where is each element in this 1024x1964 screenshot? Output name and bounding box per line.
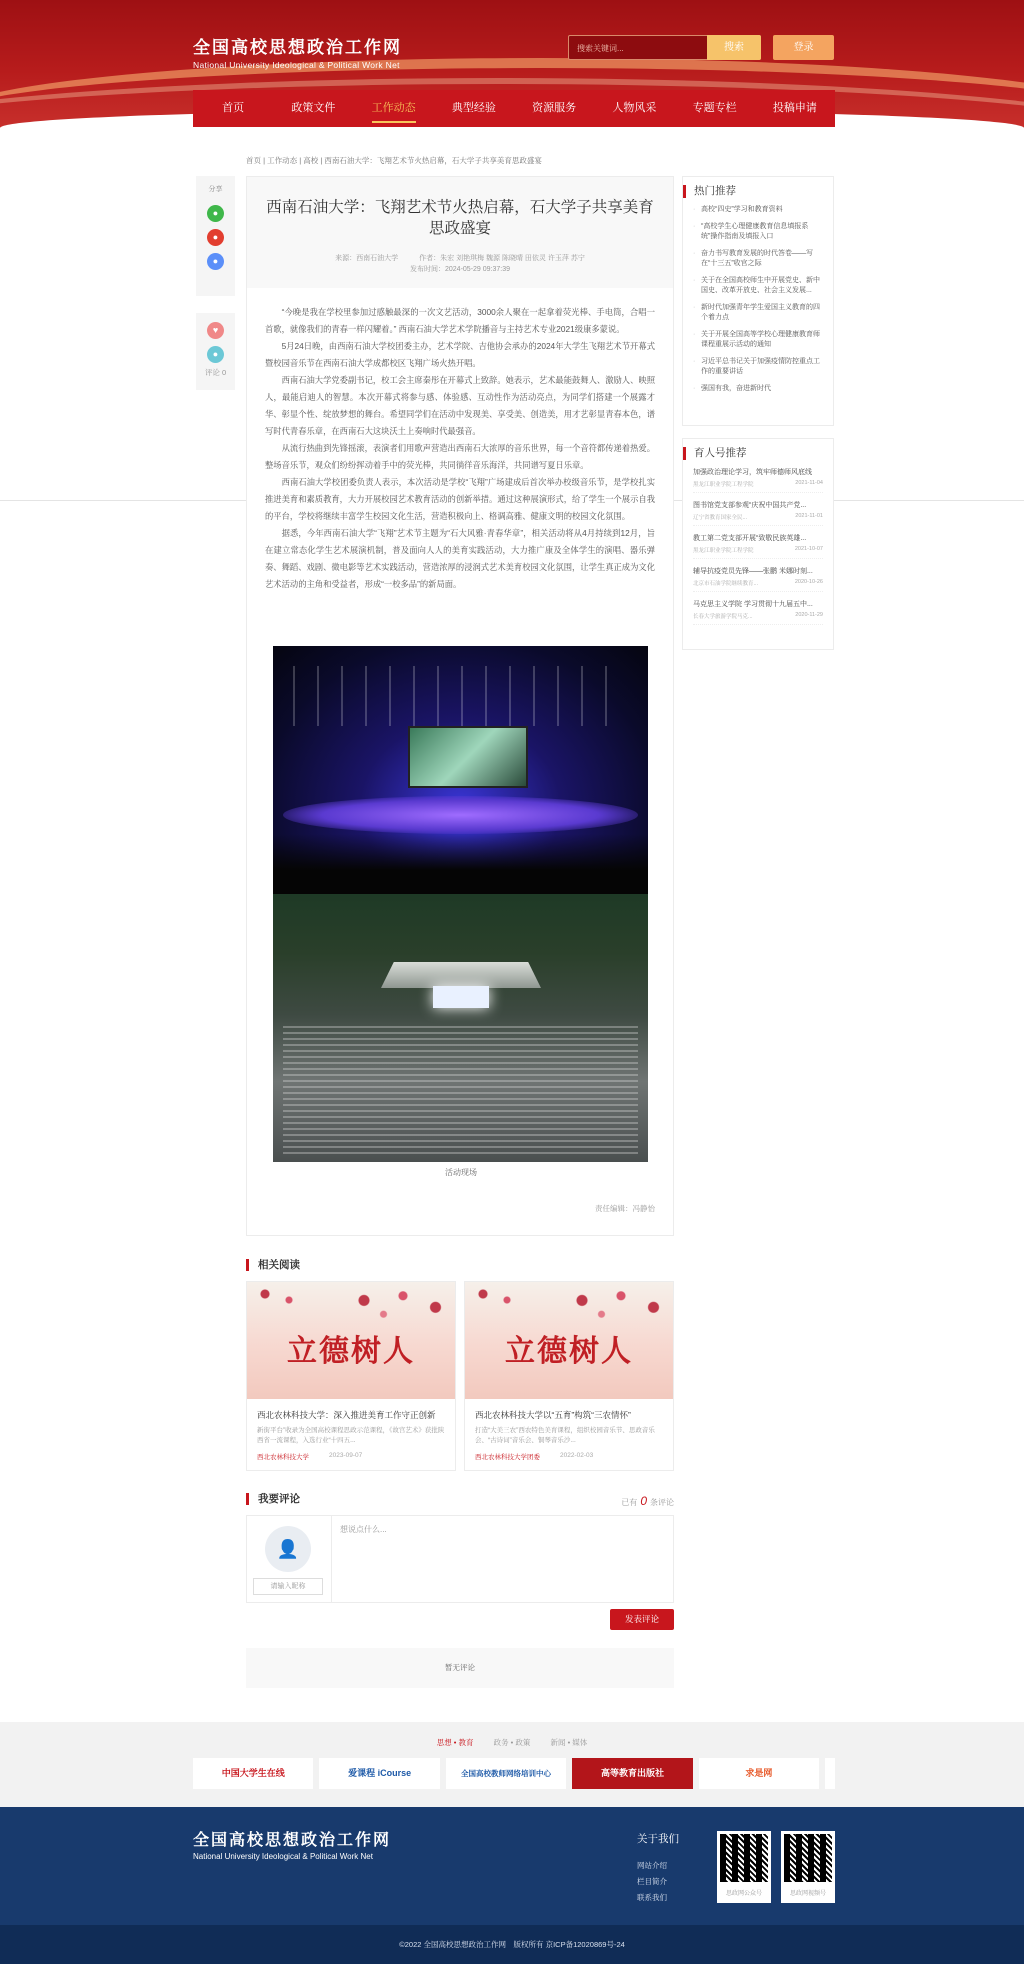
comment-icon[interactable]: ●: [207, 346, 224, 363]
article-photo: [273, 646, 648, 1162]
related-card-calligraphy: 立德树人: [287, 1334, 415, 1369]
recommend-item-date: 2020-11-29: [795, 612, 823, 618]
nav-item-resources[interactable]: 资源服务: [532, 102, 577, 114]
comment-count-suffix: 条评论: [650, 1498, 674, 1507]
footer-link-contact[interactable]: 联系我们: [637, 1893, 667, 1902]
article-paragraph: 据悉，今年西南石油大学“飞翔”艺术节主题为“石大风雅·青春华章”，相关活动将从4月持续到12月，旨在建立常态化学生艺术展演机制，普及面向人人的美育实践活动，大力推广康及全体学生的演唱、器乐弹奏、舞蹈、戏剧、微电影等艺术实践活动，营造浓厚的浸润式艺术美育校园文化氛围，让学生真正成为文化艺术活动的主角和受益者，形成“一校多品”的新局面。: [265, 528, 655, 589]
recommend-item-source: 长春大学旅游学院马克...: [693, 614, 753, 620]
stage-lights: [293, 666, 628, 726]
related-card-image: [247, 1282, 455, 1399]
lit-stage: [433, 986, 489, 1008]
site-logo-cn: 全国高校思想政治工作网: [193, 38, 402, 58]
about-us: [637, 1831, 679, 1906]
comment-section-title: 我要评论: [246, 1493, 300, 1505]
plum-blossom-decoration: [543, 1282, 673, 1328]
link-tab-government[interactable]: 政务 • 政策: [493, 1738, 531, 1747]
footer-logo-en: National University Ideological & Political Work Net: [193, 1852, 373, 1861]
nav-item-people[interactable]: 人物风采: [612, 102, 657, 114]
weibo-icon[interactable]: ●: [207, 229, 224, 246]
recommend-item[interactable]: [693, 567, 823, 592]
nav-item-experience[interactable]: 典型经验: [451, 102, 496, 114]
link-tab-media[interactable]: 新闻 • 媒体: [550, 1738, 588, 1747]
photo-caption: 活动现场: [445, 1168, 477, 1177]
partner-logo-icourse[interactable]: 爱课程 iCourse: [319, 1758, 439, 1789]
recommend-item-title: 图书馆党支部参观“庆祝中国共产党...: [693, 502, 807, 509]
hot-item[interactable]: · 新时代加强青年学生爱国主义教育的四个着力点: [693, 303, 823, 323]
recommend-item-source: 北京市石油学院继续教育...: [693, 581, 759, 587]
comment-count-label: 评论 0: [204, 368, 227, 377]
nav-item-news[interactable]: 工作动态: [354, 90, 434, 127]
article-paragraph: 西南石油大学党委副书记，校工会主席秦彤在开幕式上致辞。她表示，艺术最能鼓舞人、激励人、映照人，最能启迪人的智慧。本次开幕式将参与感、体验感、互动性作为活动亮点，为同学们搭建一个展露才华、彰显个性、绽放梦想的舞台。希望同学们在活动中发现美、享受美、创造美，用才艺彰显青春本色，谱写时代青春乐章，在西南石大这块沃土上奏响时代最强音。: [265, 375, 655, 436]
qr-label: 思政网视频号: [789, 1891, 826, 1897]
footer-logo[interactable]: [193, 1827, 391, 1861]
article-body: [247, 288, 673, 593]
hot-item[interactable]: · 关于在全国高校师生中开展党史、新中国史、改革开放史、社会主义发展...: [693, 276, 823, 296]
no-comment-notice: 暂无评论: [246, 1648, 674, 1688]
account-recommend-title: 育人号推荐: [683, 447, 823, 460]
link-tabs: [0, 1737, 1024, 1748]
related-card-source: 西北农林科技大学: [257, 1454, 309, 1461]
link-tab-thought[interactable]: 思想 • 教育: [436, 1738, 474, 1747]
like-icon[interactable]: ♥: [207, 322, 224, 339]
related-card[interactable]: [246, 1281, 456, 1471]
qr-code-wechat: [717, 1831, 771, 1903]
nickname-input[interactable]: 请输入昵称: [253, 1578, 323, 1595]
nav-item-topics[interactable]: 专题专栏: [692, 102, 737, 114]
login-button[interactable]: 登录: [773, 35, 834, 60]
recommend-item-source: 辽宁省教育国家全民...: [693, 515, 748, 521]
article-editor: 责任编辑：冯静怡: [595, 1204, 655, 1213]
related-card-title: 西北农林科技大学以“五育”构筑“三农情怀”: [475, 1410, 631, 1420]
audience-seats: [283, 1024, 638, 1154]
recommend-item-title: 教工第二党支部开展“致敬民族英雄...: [693, 535, 807, 542]
qq-icon[interactable]: ●: [207, 253, 224, 270]
footer-link-columns[interactable]: 栏目简介: [637, 1877, 667, 1886]
nav-item-home[interactable]: 首页: [222, 102, 245, 114]
recommend-item[interactable]: [693, 468, 823, 493]
related-reading-title: 相关阅读: [246, 1259, 300, 1271]
qr-label: 思政网公众号: [725, 1891, 762, 1897]
article-paragraph: “今晚是我在学校里参加过感触最深的一次文艺活动，3000余人聚在一起拿着荧光棒、手电筒，合唱一首歌，就像我们的青春一样闪耀着。” 西南石油大学艺术学院播音与主持艺术专业2021级康多蒙说。: [265, 307, 655, 334]
related-card-title: 西北农林科技大学：深入推进美育工作守正创新: [257, 1410, 436, 1420]
partner-logos: [193, 1758, 835, 1789]
footer-logo-cn: 全国高校思想政治工作网: [193, 1830, 392, 1849]
related-card-calligraphy: 立德树人: [505, 1334, 633, 1369]
hot-item[interactable]: · 关于开展全国高等学校心理健康教育师课程重展示活动的通知: [693, 330, 823, 350]
article-source-author: 来源：西南石油大学 作者：朱宏 刘艳琪梅 魏源 陈晓晴 田依灵 许玉萍 苏宁: [335, 255, 585, 262]
hot-recommend-panel: [682, 176, 834, 426]
article-title: 西南石油大学：飞翔艺术节火热启幕，石大学子共享美育思政盛宴: [266, 199, 654, 237]
friend-links: [0, 1722, 1024, 1807]
qr-code-video: [781, 1831, 835, 1903]
related-card-desc: 新街平台”收录为全国高校课程思政示范课程，《故宫艺术》获批陕西省一流课程，入选行业“十四五...: [257, 1427, 445, 1444]
about-us-title: 关于我们: [637, 1833, 679, 1845]
site-logo-en: National University Ideological & Political Work Net: [193, 60, 400, 70]
footer-link-intro[interactable]: 网站介绍: [637, 1861, 667, 1870]
article-publish-time: 发布时间：2024-05-29 09:37:39: [410, 266, 510, 273]
comment-count-prefix: 已有: [621, 1498, 638, 1507]
comment-textarea[interactable]: 想说点什么...: [331, 1516, 674, 1602]
submit-comment-button[interactable]: 发表评论: [610, 1609, 674, 1630]
recommend-item-title: 辅导抗疫党员先锋——张鹏 米娜时刻...: [693, 568, 813, 575]
site-logo[interactable]: [193, 33, 402, 70]
partner-logo-higher-education-press[interactable]: 高等教育出版社: [572, 1758, 692, 1789]
partner-logo-more[interactable]: [825, 1758, 835, 1789]
recommend-item-source: 黑龙江职业学院工程学院: [693, 548, 754, 554]
interaction-panel: [196, 313, 235, 390]
nav-item-policy[interactable]: 政策文件: [291, 102, 336, 114]
qr-code-icon: [720, 1834, 768, 1882]
partner-logo-qstheory[interactable]: 求是网: [699, 1758, 819, 1789]
recommend-item[interactable]: [693, 534, 823, 559]
site-footer: [0, 1807, 1024, 1925]
plum-blossom-decoration: [325, 1282, 455, 1328]
hot-item[interactable]: · 强国有我，奋进新时代: [693, 384, 823, 394]
search-input[interactable]: 搜索关键词...: [568, 35, 761, 60]
recommend-item-title: 马克思主义学院 学习贯彻十九届五中...: [693, 601, 813, 608]
hot-item[interactable]: · “高校学生心理健康教育信息填报系统”操作指南及填报入口: [693, 222, 823, 242]
partner-logo-teacher-training[interactable]: 全国高校教师网络培训中心: [446, 1758, 566, 1789]
recommend-item-date: 2021-10-07: [794, 546, 823, 552]
account-recommend-panel: [682, 438, 834, 650]
recommend-item-title: 加强政治理论学习，筑牢师德师风底线: [693, 469, 812, 476]
related-card-image: [465, 1282, 673, 1399]
nav-item-submit[interactable]: 投稿申请: [772, 102, 817, 114]
qr-code-icon: [784, 1834, 832, 1882]
copyright: ©2022 全国高校思想政治工作网 版权所有 京ICP备12020869号-24: [0, 1925, 1024, 1964]
share-panel: [196, 176, 235, 296]
recommend-item[interactable]: [693, 600, 823, 625]
related-card[interactable]: [464, 1281, 674, 1471]
related-card-source: 西北农林科技大学团委: [475, 1454, 540, 1461]
breadcrumb[interactable]: 首页 | 工作动态 | 高校 | 西南石油大学：飞翔艺术节火热启幕，石大学子共享美育思政盛宴: [246, 156, 542, 165]
crowd-silhouette: [273, 834, 648, 894]
concert-photo-aerial: [273, 894, 648, 1162]
related-card-desc: 打造“大美三农”西农特色美育课程，组织校园音乐节、思政音乐会、“古诗词”音乐会、铜琴音乐沙...: [475, 1427, 655, 1444]
search-button[interactable]: 搜索: [707, 35, 761, 60]
related-card-date: 2022-02-03: [560, 1452, 594, 1459]
pavilion-roof: [381, 962, 541, 988]
related-card-date: 2023-09-07: [329, 1452, 363, 1459]
recommend-item-date: 2021-11-04: [795, 480, 823, 486]
article-paragraph: 西南石油大学校团委负责人表示，本次活动是学校“飞翔”广场建成后首次举办校级音乐节，是学校扎实推进美育和素质教育，大力开展校园艺术教育活动的创新举措。通过这种展演形式，给了学生一个展示自我的平台，学校将继续丰富学生校园文化生活，营造积极向上、格调高雅、健康文明的校园文化氛围。: [265, 477, 655, 521]
hot-item[interactable]: · 习近平总书记关于加强疫情防控重点工作的重要讲话: [693, 357, 823, 377]
recommend-item-source: 黑龙江职业学院工程学院: [693, 482, 754, 488]
article-meta: [247, 253, 673, 275]
hot-item[interactable]: · 高校“四史”学习和教育资料: [693, 205, 823, 215]
partner-logo-university-online[interactable]: 中国大学生在线: [193, 1758, 313, 1789]
main-nav: [193, 90, 835, 127]
wechat-icon[interactable]: ●: [207, 205, 224, 222]
article-paragraph: 从流行热曲到先锋摇滚，表演者们用歌声营造出西南石大浓厚的音乐世界，每一个音符都传递着热爱。整场音乐节，观众们纷纷挥动着手中的荧光棒，共同徜徉音乐海洋，共同谱写夏日乐章。: [265, 443, 655, 470]
hot-recommend-title: 热门推荐: [683, 185, 823, 198]
comment-count: [621, 1494, 674, 1508]
comment-count-number: 0: [640, 1494, 647, 1508]
recommend-item-date: 2021-11-01: [795, 513, 823, 519]
stage-screen: [408, 726, 528, 788]
article: [246, 176, 674, 1236]
concert-photo-stage: [273, 646, 648, 894]
hot-item[interactable]: · 奋力书写教育发展的时代答卷——写在“十三五”收官之际: [693, 249, 823, 269]
stage-glow: [283, 796, 638, 834]
plum-branch-decoration: [465, 1282, 525, 1312]
article-paragraph: 5月24日晚，由西南石油大学校团委主办，艺术学院、吉他协会承办的2024年大学生飞翔艺术节开幕式暨校园音乐节在西南石油大学成都校区飞翔广场火热开唱。: [265, 341, 655, 368]
share-label: 分享: [208, 186, 223, 193]
comment-form: [246, 1515, 674, 1603]
recommend-item-date: 2020-10-26: [794, 579, 823, 585]
avatar-icon: 👤: [265, 1526, 311, 1572]
recommend-item[interactable]: [693, 501, 823, 526]
article-header: [247, 177, 673, 288]
plum-branch-decoration: [247, 1282, 307, 1312]
